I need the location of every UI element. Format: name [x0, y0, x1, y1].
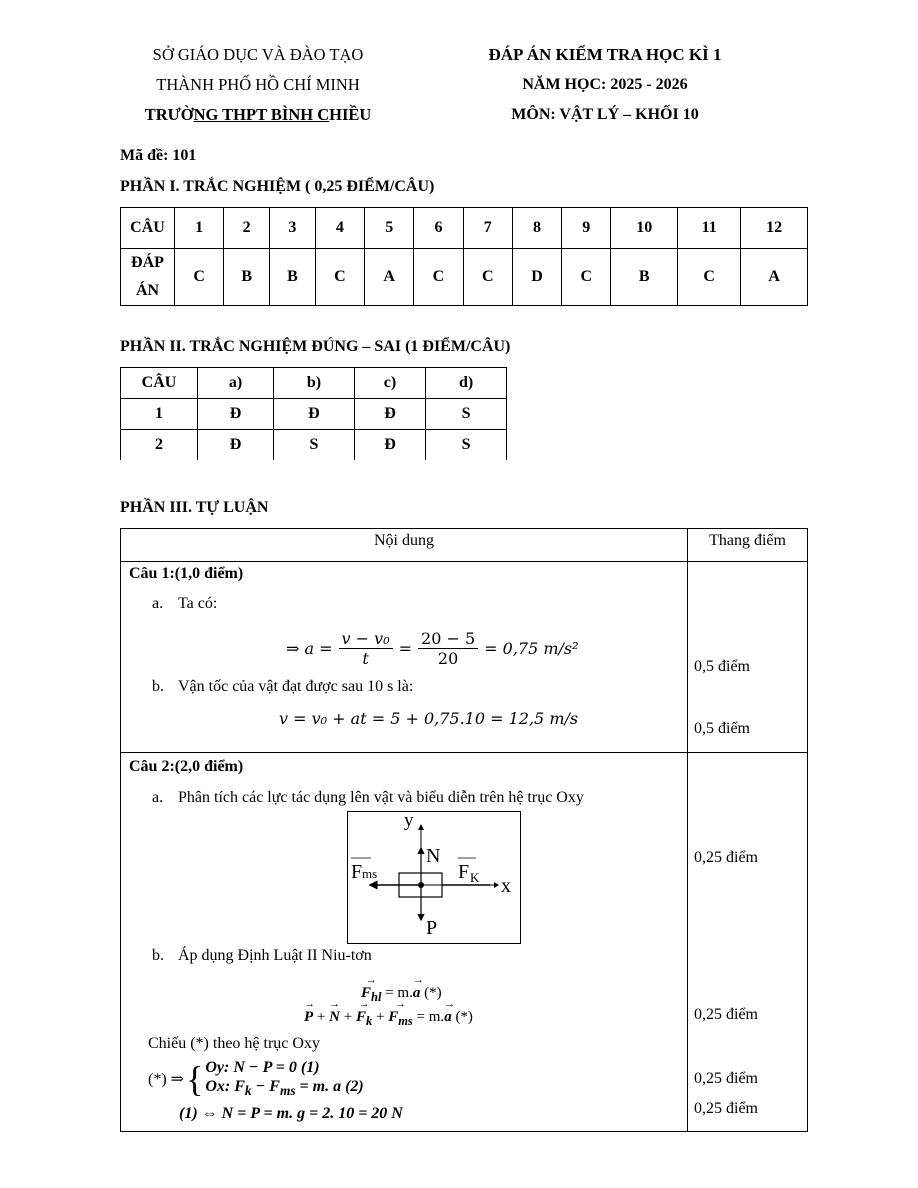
answer-cell: C — [315, 249, 364, 306]
eq-star: (*) — [455, 1009, 473, 1025]
q-cell: 2 — [224, 208, 270, 249]
answer-cell: C — [678, 249, 741, 306]
q1-title: Câu 1:(1,0 điểm) — [129, 565, 244, 582]
q-cell: 6 — [414, 208, 463, 249]
answer-cell: B — [611, 249, 678, 306]
x-axis-arrowhead — [494, 882, 499, 888]
answer-cell: B — [224, 249, 270, 306]
part2-cell: 2 — [121, 430, 198, 461]
answer-cell: C — [562, 249, 611, 306]
q2-a-label: a. — [152, 789, 164, 806]
numerator: 20 − 5 — [418, 629, 478, 649]
q2-a-text: Phân tích các lực tác dụng lên vật và biểu diễn trên hệ trục Oxy — [178, 789, 584, 806]
answer-cell: A — [741, 249, 808, 306]
final-equation: (1) ⇔ N = P = m. g = 2. 10 = 20 N — [179, 1105, 403, 1122]
sys-part: − F — [251, 1077, 280, 1095]
x-label: x — [501, 875, 511, 897]
vec-Fms — [388, 1009, 413, 1029]
eq-symbol: F — [355, 1009, 366, 1025]
y-label: y — [404, 812, 414, 831]
numerator: v − v₀ — [339, 629, 393, 649]
part1-table — [120, 207, 808, 306]
dept-line-1: SỞ GIÁO DỤC VÀ ĐÀO TẠO — [152, 45, 364, 64]
brace: { — [186, 1059, 204, 1099]
q1-equation-velocity: v = v₀ + at = 5 + 0,75.10 = 12,5 m/s — [279, 709, 579, 728]
part3-title: PHẦN III. TỰ LUẬN — [120, 499, 269, 516]
q-cell: 3 — [270, 208, 316, 249]
eq-subscript: k — [365, 1014, 373, 1028]
sys-line-1: Oy: N − P = 0 (1) — [205, 1058, 320, 1076]
q2-score-a: 0,25 điểm — [694, 849, 758, 866]
eq-symbol: F — [361, 985, 372, 1001]
sys-prefix: (*) ⇒ — [148, 1071, 185, 1088]
part2-cell: Đ — [354, 399, 425, 430]
weight-label: P — [426, 917, 438, 939]
part3-table — [120, 528, 808, 1132]
q-cell: 1 — [175, 208, 224, 249]
projection-text: Chiếu (*) theo hệ trục Oxy — [148, 1035, 320, 1052]
eq-star: (*) — [424, 985, 442, 1001]
eq-subscript: ms — [398, 1014, 413, 1028]
eq-part: ⇒ a = — [286, 638, 333, 658]
q-cell: 11 — [678, 208, 741, 249]
header-right — [470, 40, 740, 130]
column-divider — [687, 529, 688, 1131]
header-score: Thang điểm — [709, 532, 786, 549]
eq-symbol: F — [388, 1009, 399, 1025]
part2-cell: S — [426, 399, 507, 430]
q1-a-text: Ta có: — [178, 595, 218, 612]
q-cell: 9 — [562, 208, 611, 249]
answer-cell: D — [512, 249, 561, 306]
newton-equation-2: → P + → N + → $F_k$ + → $F_{ms} = m.\to a$ (*) — [304, 1009, 473, 1029]
friction-label: F — [351, 861, 363, 883]
part1-row-answers — [121, 249, 808, 306]
part2-header: b) — [274, 368, 355, 399]
sys-part: Ox: F — [205, 1077, 245, 1095]
q2-title: Câu 2:(2,0 điểm) — [129, 758, 244, 775]
force-diagram — [347, 811, 521, 944]
denominator: t — [362, 648, 369, 668]
exam-code: Mã đề: 101 — [120, 147, 197, 164]
sys-sub: ms — [279, 1083, 296, 1099]
equation-system — [148, 1059, 364, 1099]
part2-cell: Đ — [198, 399, 274, 430]
pulling-subscript: K — [470, 870, 480, 885]
part1-row-questions — [121, 208, 808, 249]
answer-cell: C — [414, 249, 463, 306]
answer-cell: C — [175, 249, 224, 306]
q2-b-text: Áp dụng Định Luật II Niu-tơn — [178, 947, 372, 964]
part1-answer-label — [121, 249, 175, 306]
q2-score-b1: 0,25 điểm — [694, 1006, 758, 1023]
vec-a: → a — [413, 985, 421, 1002]
part2-cell: Đ — [354, 430, 425, 461]
school-name-part: NG THPT BÌNH C — [193, 105, 330, 124]
part2-cell: 1 — [121, 399, 198, 430]
part2-header: CÂU — [121, 368, 198, 399]
eq-subscript: hl — [371, 990, 382, 1004]
doc-title: ĐÁP ÁN KIỂM TRA HỌC KÌ 1 — [488, 45, 722, 64]
subject: MÔN: VẬT LÝ – KHỐI 10 — [511, 106, 699, 123]
vec-Fk — [356, 1009, 372, 1029]
part2-header: d) — [426, 368, 507, 399]
part2-cell: Đ — [198, 430, 274, 461]
q-cell: 8 — [512, 208, 561, 249]
q-cell: 7 — [463, 208, 512, 249]
vec-N: → N — [329, 1009, 340, 1026]
school-year: NĂM HỌC: 2025 - 2026 — [522, 76, 688, 93]
school-name — [118, 100, 398, 130]
sys-sub: k — [244, 1083, 252, 1099]
part2-table — [120, 367, 507, 460]
q2-b-label: b. — [152, 947, 164, 964]
part2-title: PHẦN II. TRẮC NGHIỆM ĐÚNG – SAI (1 ĐIỂM/CÂU) — [120, 338, 511, 355]
school-name-part: TRƯỜ — [144, 105, 194, 124]
answer-cell: B — [270, 249, 316, 306]
dept-line-2: THÀNH PHỐ HỒ CHÍ MINH — [156, 75, 360, 94]
row-divider — [121, 561, 807, 562]
fraction — [339, 629, 393, 668]
q-cell: 5 — [365, 208, 414, 249]
q1-b-label: b. — [152, 678, 164, 695]
q2-score-b3: 0,25 điểm — [694, 1100, 758, 1117]
pulling-label: F — [458, 861, 470, 883]
sys-part: = m. a (2) — [295, 1077, 364, 1095]
sys-line-2 — [205, 1077, 363, 1100]
eq-part: = m. — [416, 1009, 445, 1025]
y-axis-arrowhead — [418, 824, 424, 830]
header-left — [118, 40, 398, 130]
q-cell: 10 — [611, 208, 678, 249]
answer-label-line: ÁN — [135, 282, 160, 299]
part2-row — [121, 430, 507, 461]
center-point — [418, 882, 424, 888]
q1-a-label: a. — [152, 595, 164, 612]
answer-label-line: ĐÁP — [131, 254, 164, 271]
answer-cell: C — [463, 249, 512, 306]
q1-score-a: 0,5 điểm — [694, 658, 750, 675]
part2-cell: S — [426, 430, 507, 461]
part2-row — [121, 399, 507, 430]
part2-header-row — [121, 368, 507, 399]
eq-equals: = — [398, 638, 413, 658]
school-name-part: HIỀU — [329, 105, 372, 124]
q1-score-b: 0,5 điểm — [694, 720, 750, 737]
part2-cell: Đ — [274, 399, 355, 430]
eq-part: = m. — [385, 985, 413, 1001]
part1-title: PHẦN I. TRẮC NGHIỆM ( 0,25 ĐIỂM/CÂU) — [120, 178, 435, 195]
friction-subscript: ms — [362, 866, 378, 881]
vec-P: → P — [304, 1009, 313, 1026]
part2-header: c) — [354, 368, 425, 399]
row-divider — [121, 752, 807, 753]
fraction — [418, 629, 478, 668]
eq-part: = 0,75 m/s² — [484, 638, 579, 658]
part1-row-label: CÂU — [121, 208, 175, 249]
answer-cell: A — [365, 249, 414, 306]
denominator: 20 — [437, 648, 459, 668]
q1-equation-acceleration — [286, 623, 579, 673]
q2-score-b2: 0,25 điểm — [694, 1070, 758, 1087]
force-diagram-svg — [348, 812, 520, 943]
q-cell: 4 — [315, 208, 364, 249]
part2-cell: S — [274, 430, 355, 461]
normal-label: N — [426, 845, 441, 867]
header-content: Nội dung — [374, 532, 434, 549]
vec-a: → a — [444, 1009, 452, 1026]
q1-b-text: Vận tốc của vật đạt được sau 10 s là: — [178, 678, 414, 695]
sys-lines — [205, 1058, 363, 1100]
part2-header: a) — [198, 368, 274, 399]
q-cell: 12 — [741, 208, 808, 249]
